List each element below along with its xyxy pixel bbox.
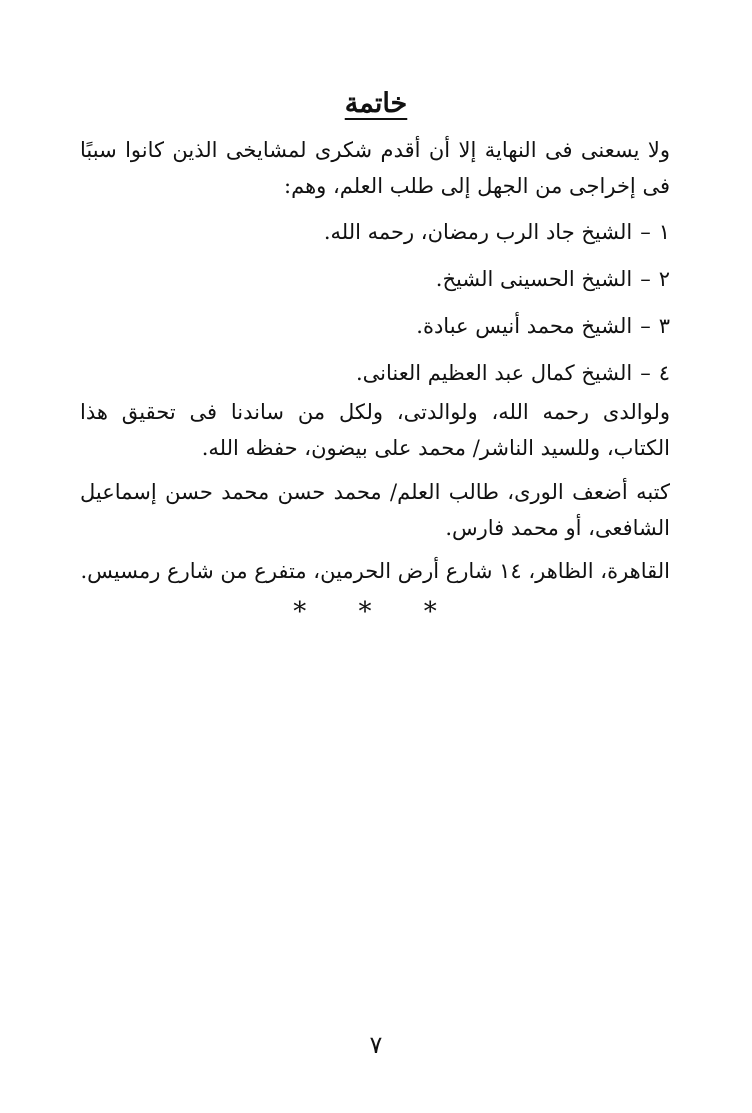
page-number: ٧ [369,1031,383,1059]
item-dash: – [640,220,651,244]
item-number: ١ [658,220,670,244]
item-text: الشيخ محمد أنيس عبادة. [416,314,633,338]
item-number: ٤ [658,361,670,385]
list-item [324,214,670,250]
list-item [436,261,670,297]
item-text: الشيخ جاد الرب رمضان، رحمه الله. [323,220,633,244]
section-separator: * * * [293,597,459,627]
item-dash: – [640,314,651,338]
place-line: القاهرة، الظاهر، ١٤ شارع أرض الحرمين، متفرع من شارع رمسيس. [80,559,670,583]
thanks-paragraph: ولوالدى رحمه الله، ولوالدتى، ولكل من ساندنا فى تحقيق هذا الكتاب، وللسيد الناشر/ محمد على بيضون، حفظه الله. [80,400,670,460]
item-text: الشيخ الحسينى الشيخ. [435,267,633,291]
item-number: ٣ [658,314,670,338]
item-dash: – [640,361,651,385]
intro-paragraph: ولا يسعنى فى النهاية إلا أن أقدم شكرى لمشايخى الذين كانوا سببًا فى إخراجى من الجهل إلى طلب العلم، وهم: [80,138,670,198]
page-title: خاتمة [344,88,408,119]
item-number: ٢ [658,267,670,291]
item-text: الشيخ كمال عبد العظيم العنانى. [355,361,633,385]
list-item [356,355,670,391]
list-item [416,308,670,344]
author-paragraph: كتبه أضعف الورى، طالب العلم/ محمد حسن محمد حسن إسماعيل الشافعى، أو محمد فارس. [80,480,670,540]
item-dash: – [640,267,651,291]
